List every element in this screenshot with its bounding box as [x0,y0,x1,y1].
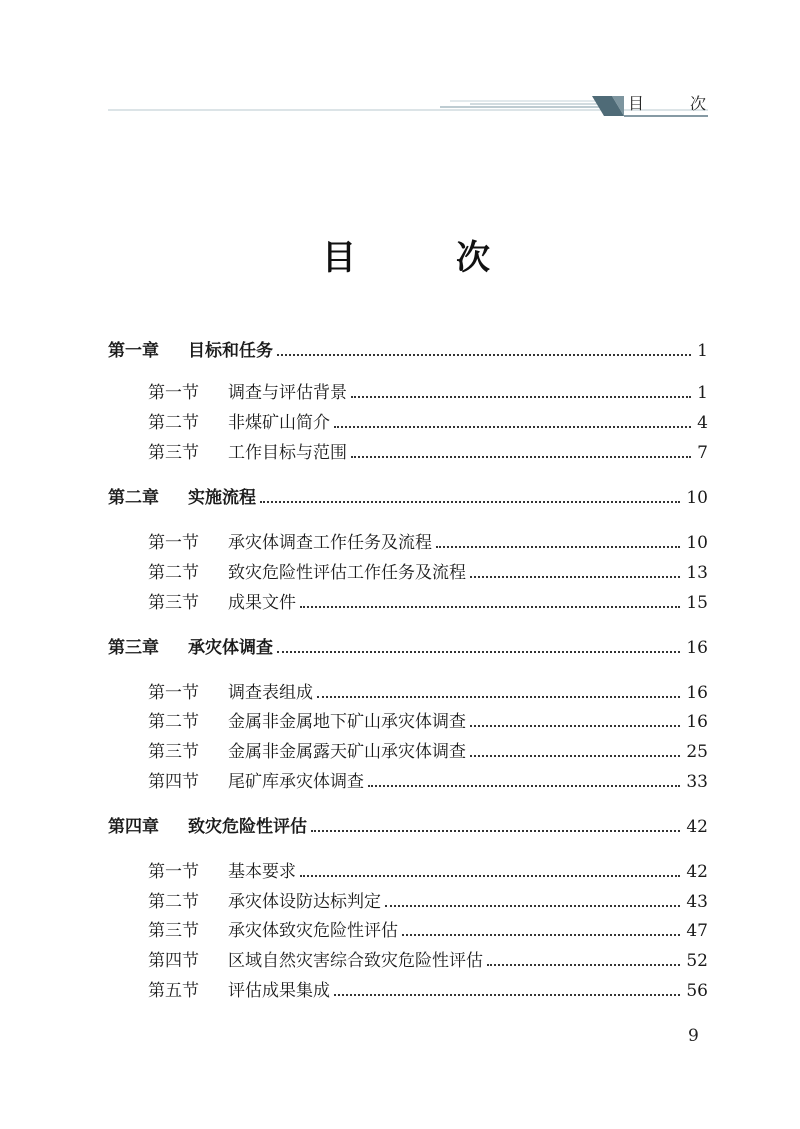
chapter-title: 目标和任务 [188,341,273,361]
section-title: 非煤矿山简介 [228,413,330,433]
section-label: 第一节 [148,683,199,703]
toc-section-4-3[interactable] [148,916,708,942]
header-rule-graphic [0,0,800,130]
dot-leader [311,830,680,832]
section-title: 基本要求 [228,862,296,882]
section-label: 第三节 [148,593,199,613]
dot-leader [470,576,680,578]
section-page: 47 [686,921,708,941]
section-page: 7 [697,443,708,463]
dot-leader [470,725,680,727]
chapter-title: 实施流程 [188,488,256,508]
chapter-label: 第二章 [108,488,159,508]
toc-chapter-2[interactable] [108,483,708,509]
section-label: 第一节 [148,862,199,882]
header-text-ci: 次 [690,94,707,113]
section-label: 第三节 [148,443,199,463]
section-title: 承灾体致灾危险性评估 [228,921,398,941]
section-page: 4 [697,413,708,433]
section-label: 第二节 [148,892,199,912]
toc-section-4-5[interactable] [148,976,708,1002]
section-title: 成果文件 [228,593,296,613]
chapter-title: 承灾体调查 [188,638,273,658]
page-title-char-2: 次 [456,238,490,278]
section-page: 16 [686,712,708,732]
section-label: 第四节 [148,951,199,971]
dot-leader [470,755,680,757]
section-label: 第二节 [148,413,199,433]
toc-section-4-4[interactable] [148,946,708,972]
section-page: 43 [686,892,708,912]
toc-chapter-4[interactable] [108,812,708,838]
page-number: 9 [688,1026,699,1046]
dot-leader [317,696,680,698]
dot-leader [385,905,680,907]
section-label: 第四节 [148,772,199,792]
chapter-label: 第一章 [108,341,159,361]
section-page: 15 [686,593,708,613]
dot-leader [300,875,680,877]
dot-leader [368,785,680,787]
section-title: 调查表组成 [228,683,313,703]
section-title: 致灾危险性评估工作任务及流程 [228,563,466,583]
toc-section-1-3[interactable] [148,438,708,464]
section-page: 10 [686,533,708,553]
dot-leader [351,456,691,458]
dot-leader [436,546,680,548]
dot-leader [402,934,680,936]
section-title: 工作目标与范围 [228,443,347,463]
chapter-title: 致灾危险性评估 [188,817,307,837]
toc-section-3-3[interactable] [148,737,708,763]
dot-leader [260,501,680,503]
section-label: 第二节 [148,712,199,732]
toc-section-3-2[interactable] [148,707,708,733]
section-title: 评估成果集成 [228,981,330,1001]
section-page: 25 [686,742,708,762]
section-label: 第三节 [148,921,199,941]
dot-leader [334,994,680,996]
toc-section-1-1[interactable] [148,378,708,404]
toc-chapter-3[interactable] [108,633,708,659]
toc-section-3-4[interactable] [148,767,708,793]
section-title: 承灾体设防达标判定 [228,892,381,912]
section-page: 16 [686,683,708,703]
chapter-label: 第三章 [108,638,159,658]
section-title: 金属非金属地下矿山承灾体调查 [228,712,466,732]
toc-chapter-1[interactable] [108,336,708,362]
toc-section-3-1[interactable] [148,678,708,704]
chapter-label: 第四章 [108,817,159,837]
section-page: 33 [686,772,708,792]
section-title: 承灾体调查工作任务及流程 [228,533,432,553]
running-header [0,0,800,130]
page-title [0,236,800,280]
section-title: 区域自然灾害综合致灾危险性评估 [228,951,483,971]
dot-leader [334,426,691,428]
toc-section-2-2[interactable] [148,558,708,584]
header-text-mu: 目 [628,94,645,113]
page-title-char-1: 目 [322,238,356,278]
dot-leader [277,651,680,653]
dot-leader [300,606,680,608]
section-title: 尾矿库承灾体调查 [228,772,364,792]
section-page: 56 [686,981,708,1001]
section-title: 金属非金属露天矿山承灾体调查 [228,742,466,762]
chapter-page: 10 [686,488,708,508]
dot-leader [487,964,680,966]
section-page: 42 [686,862,708,882]
section-title: 调查与评估背景 [228,383,347,403]
section-label: 第三节 [148,742,199,762]
dot-leader [277,354,691,356]
section-page: 1 [697,383,708,403]
section-page: 52 [686,951,708,971]
chapter-page: 1 [697,341,708,361]
toc-section-2-1[interactable] [148,528,708,554]
toc-section-4-1[interactable] [148,857,708,883]
section-label: 第五节 [148,981,199,1001]
chapter-page: 16 [686,638,708,658]
dot-leader [351,396,691,398]
toc-section-1-2[interactable] [148,408,708,434]
toc-section-2-3[interactable] [148,588,708,614]
section-page: 13 [686,563,708,583]
section-label: 第一节 [148,383,199,403]
section-label: 第一节 [148,533,199,553]
section-label: 第二节 [148,563,199,583]
chapter-page: 42 [686,817,708,837]
toc-section-4-2[interactable] [148,887,708,913]
